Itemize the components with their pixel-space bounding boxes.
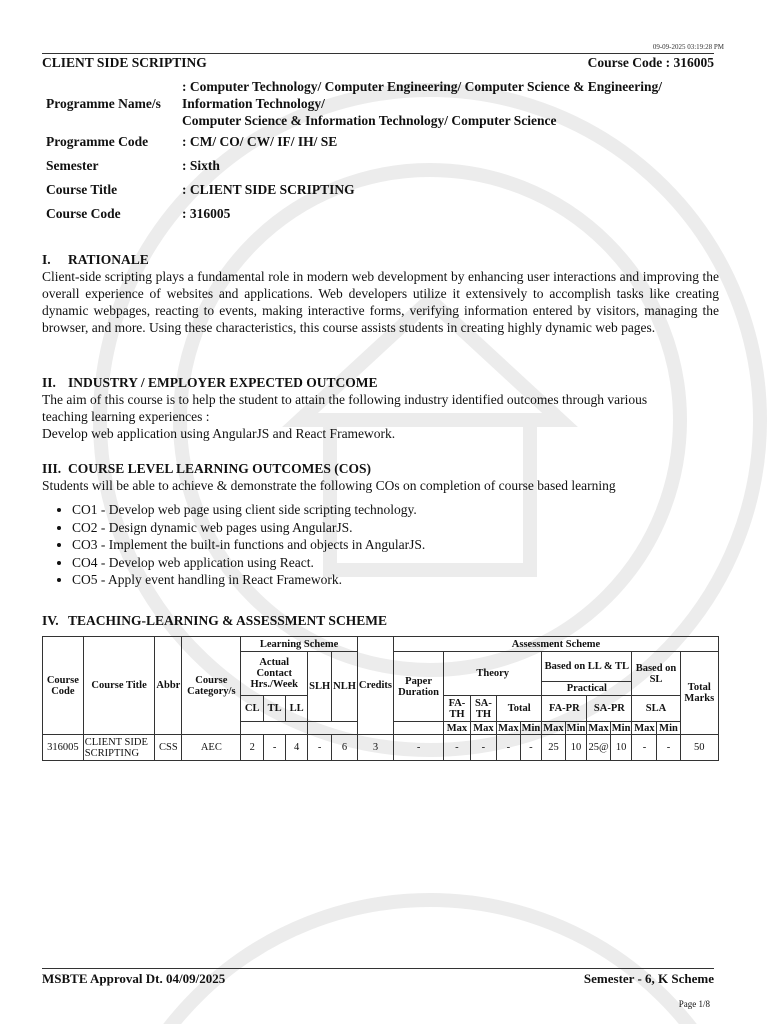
th-credits: Credits bbox=[357, 637, 393, 735]
th-ll: LL bbox=[286, 696, 308, 722]
section-number: I. bbox=[42, 252, 51, 267]
th-practical: Practical bbox=[542, 682, 632, 696]
section-number: IV. bbox=[42, 613, 59, 628]
th-course-category: Course Category/s bbox=[182, 637, 241, 735]
th-total: Total bbox=[497, 696, 542, 722]
section-industry-outcome bbox=[42, 374, 719, 442]
cell-abbr: CSS bbox=[155, 735, 182, 761]
industry-outcome: Develop web application using AngularJS and React Framework. bbox=[42, 426, 396, 441]
th-max: Max bbox=[543, 722, 564, 734]
th-actual-contact: Actual Contact Hrs./Week bbox=[241, 652, 308, 696]
th-max: Max bbox=[498, 722, 519, 734]
cell-tl: - bbox=[264, 735, 286, 761]
th-course-code: Course Code bbox=[43, 637, 84, 735]
section-title: INDUSTRY / EMPLOYER EXPECTED OUTCOME bbox=[68, 375, 378, 390]
info-row-programme-name bbox=[42, 78, 666, 129]
course-info-table bbox=[42, 78, 666, 225]
cell-fa-pr-min: 10 bbox=[565, 735, 587, 761]
print-timestamp: 09-09-2025 03:19:28 PM bbox=[652, 43, 724, 51]
th-fa-th: FA- TH bbox=[444, 696, 470, 722]
co-item: • CO5 - Apply event handling in React Framework. bbox=[72, 571, 719, 589]
th-sla: SLA bbox=[632, 696, 680, 722]
info-row-programme-code bbox=[42, 129, 666, 153]
th-course-title: Course Title bbox=[83, 637, 155, 735]
footer-semester: Semester - 6, K Scheme bbox=[583, 971, 714, 986]
header-course-title: CLIENT SIDE SCRIPTING bbox=[42, 55, 207, 70]
cell-total-marks: 50 bbox=[680, 735, 718, 761]
info-label: Programme Name/s bbox=[46, 96, 161, 111]
th-cl: CL bbox=[241, 696, 264, 722]
th-empty bbox=[308, 722, 358, 735]
cell-ll: 4 bbox=[286, 735, 308, 761]
info-row-semester bbox=[42, 153, 666, 177]
th-assessment-scheme: Assessment Scheme bbox=[393, 637, 718, 652]
cell-sla-max: - bbox=[632, 735, 657, 761]
th-fa-pr: FA-PR bbox=[542, 696, 587, 722]
cell-cl: 2 bbox=[241, 735, 264, 761]
header-course-code: Course Code : 316005 bbox=[587, 55, 714, 70]
info-value-line: Information Technology/ bbox=[182, 96, 325, 111]
th-based-ll-tl: Based on LL & TL bbox=[542, 652, 632, 682]
info-label: Course Title bbox=[46, 181, 118, 197]
cos-intro: Students will be able to achieve & demonstrate the following COs on completion of course based learning bbox=[42, 478, 616, 493]
info-value: : Sixth bbox=[182, 157, 220, 173]
footer-approval: MSBTE Approval Dt. 04/09/2025 bbox=[42, 971, 226, 986]
teaching-assessment-scheme-table bbox=[42, 636, 719, 761]
info-row-course-title bbox=[42, 177, 666, 201]
info-value: : CLIENT SIDE SCRIPTING bbox=[182, 181, 355, 197]
th-max: Max bbox=[470, 722, 497, 735]
cell-paper-duration: - bbox=[393, 735, 443, 761]
section-heading bbox=[42, 251, 719, 268]
page-footer bbox=[42, 968, 714, 987]
section-heading bbox=[42, 612, 719, 629]
cell-sla-min: - bbox=[657, 735, 680, 761]
th-empty bbox=[393, 722, 443, 735]
co-item: • CO2 - Design dynamic web pages using AngularJS. bbox=[72, 519, 719, 537]
th-min: Min bbox=[657, 722, 680, 735]
th-slh: SLH bbox=[308, 652, 332, 722]
section-heading bbox=[42, 460, 719, 477]
cell-sa-pr-max: 25@ bbox=[587, 735, 610, 761]
cell-total-max: - bbox=[497, 735, 520, 761]
cell-sa-pr-min: 10 bbox=[610, 735, 632, 761]
th-sa-pr: SA-PR bbox=[587, 696, 632, 722]
cell-credits: 3 bbox=[357, 735, 393, 761]
th-empty bbox=[241, 722, 308, 735]
industry-text-line: The aim of this course is to help the student to attain the following industry identified outcomes through various bbox=[42, 392, 648, 407]
info-value: : CM/ CO/ CW/ IF/ IH/ SE bbox=[182, 133, 338, 149]
section-course-outcomes bbox=[42, 460, 719, 589]
th-min: Min bbox=[611, 722, 631, 734]
info-value: : 316005 bbox=[182, 205, 231, 221]
info-value-line: Computer Science & Information Technology/ Computer Science bbox=[182, 113, 557, 128]
info-label: Course Code bbox=[46, 205, 121, 221]
cell-course-title: CLIENT SIDE SCRIPTING bbox=[83, 735, 155, 761]
cell-fa-pr-max: 25 bbox=[542, 735, 565, 761]
th-min: Min bbox=[521, 722, 541, 734]
cell-fa-th-max: - bbox=[444, 735, 470, 761]
cell-category: AEC bbox=[182, 735, 241, 761]
rationale-text: Client-side scripting plays a fundamental role in modern web development by enhancing user interactions and improving the overall experience of websites and applications. Web developers utilize it extensively to accomplish tasks like creating dynamic webpages, reacting to events, making interactive forms, verifying information entered by visitors, managing the browser, and more. Using these characteristics, this course assists students in creating highly dynamic web pages. bbox=[42, 269, 719, 335]
th-max: Max bbox=[444, 722, 470, 735]
info-label: Semester bbox=[46, 157, 99, 173]
th-based-sl: Based on SL bbox=[632, 652, 680, 696]
section-rationale bbox=[42, 251, 719, 336]
section-title: TEACHING-LEARNING & ASSESSMENT SCHEME bbox=[68, 613, 387, 628]
cell-nlh: 6 bbox=[332, 735, 358, 761]
th-learning-scheme: Learning Scheme bbox=[241, 637, 358, 652]
industry-text-line: teaching learning experiences : bbox=[42, 409, 210, 424]
section-title: COURSE LEVEL LEARNING OUTCOMES (COS) bbox=[68, 461, 372, 476]
th-theory: Theory bbox=[444, 652, 542, 696]
co-list bbox=[42, 501, 719, 589]
section-heading bbox=[42, 374, 719, 391]
co-item: • CO3 - Implement the built-in functions and objects in AngularJS. bbox=[72, 536, 719, 554]
th-nlh: NLH bbox=[332, 652, 358, 722]
cell-sa-th-max: - bbox=[470, 735, 497, 761]
th-max: Max bbox=[632, 722, 657, 735]
section-number: III. bbox=[42, 461, 62, 476]
th-paper-duration: Paper Duration bbox=[393, 652, 443, 722]
info-label: Programme Code bbox=[46, 133, 149, 149]
th-abbr: Abbr bbox=[155, 637, 182, 735]
section-number: II. bbox=[42, 375, 56, 390]
info-row-course-code bbox=[42, 201, 666, 225]
cell-total-min: - bbox=[520, 735, 542, 761]
info-value-line: : Computer Technology/ Computer Engineering/ Computer Science & Engineering/ bbox=[182, 79, 663, 94]
th-tl: TL bbox=[264, 696, 286, 722]
info-value bbox=[178, 78, 666, 129]
section-title: RATIONALE bbox=[68, 252, 149, 267]
co-item: • CO1 - Develop web page using client side scripting technology. bbox=[72, 501, 719, 519]
cell-course-code: 316005 bbox=[43, 735, 84, 761]
th-max: Max bbox=[588, 722, 609, 734]
th-sa-th: SA- TH bbox=[470, 696, 497, 722]
cell-slh: - bbox=[308, 735, 332, 761]
th-total-marks: Total Marks bbox=[680, 652, 718, 735]
co-item: • CO4 - Develop web application using React. bbox=[72, 554, 719, 572]
table-row bbox=[43, 735, 719, 761]
scheme-header-row bbox=[43, 637, 719, 652]
section-scheme bbox=[42, 612, 719, 629]
page-header bbox=[42, 53, 714, 71]
page-number: Page 1/8 bbox=[678, 999, 710, 1009]
th-min: Min bbox=[566, 722, 586, 734]
